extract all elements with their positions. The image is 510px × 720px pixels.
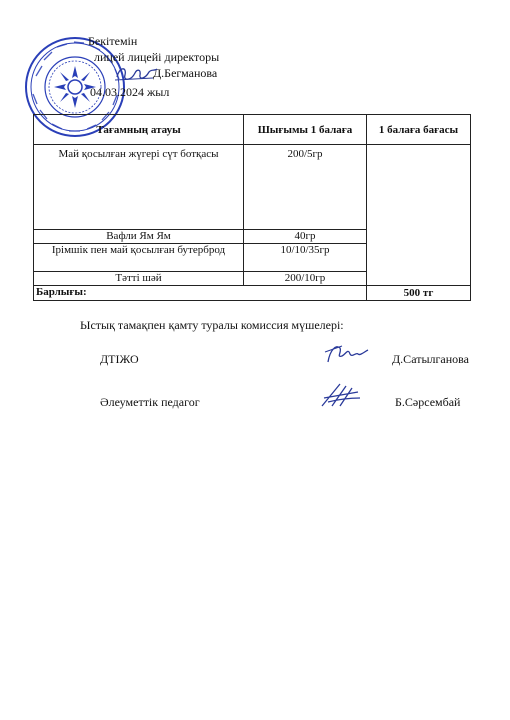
member-signature-icon (322, 340, 372, 368)
member-signature-icon (318, 380, 364, 410)
price-cell (367, 145, 471, 286)
commission-title: Ыстық тамақпен қамту туралы комиссия мүшелері: (80, 318, 344, 332)
member-role: ДТІЖО (100, 352, 139, 366)
approve-word: Бекітемін (88, 34, 138, 48)
table-header-row (34, 115, 471, 145)
dish-name-cell: Вафли Ям Ям (34, 230, 244, 244)
dish-name-cell: Тәтті шәй (34, 272, 244, 286)
header-dish-name: Тағамның атауы (34, 115, 244, 145)
menu-table (33, 114, 471, 301)
director-position: лицей лицейі директоры (94, 50, 220, 64)
dish-yield-cell: 200/5гр (244, 145, 367, 230)
member-role: Әлеуметтік педагог (100, 395, 200, 409)
dish-name-cell: Май қосылған жүгері сүт ботқасы (34, 145, 244, 230)
member-name: Д.Сатылганова (392, 352, 470, 366)
director-signature-icon (113, 63, 159, 85)
director-name: Д.Бегманова (153, 66, 218, 80)
table-total-row (34, 286, 471, 301)
total-value: 500 тг (367, 286, 471, 301)
dish-name-cell: Ірімшік пен май қосылған бутерброд (34, 244, 244, 272)
member-name: Б.Сәрсембай (395, 395, 461, 409)
dish-yield-cell: 40гр (244, 230, 367, 244)
dish-yield-cell: 200/10гр (244, 272, 367, 286)
table-row (34, 145, 471, 230)
header-yield: Шығымы 1 балаға (244, 115, 367, 145)
total-label: Барлығы: (34, 286, 367, 301)
approval-date: 04.03.2024 жыл (90, 85, 170, 99)
dish-yield-cell: 10/10/35гр (244, 244, 367, 272)
header-price: 1 балаға бағасы (367, 115, 471, 145)
